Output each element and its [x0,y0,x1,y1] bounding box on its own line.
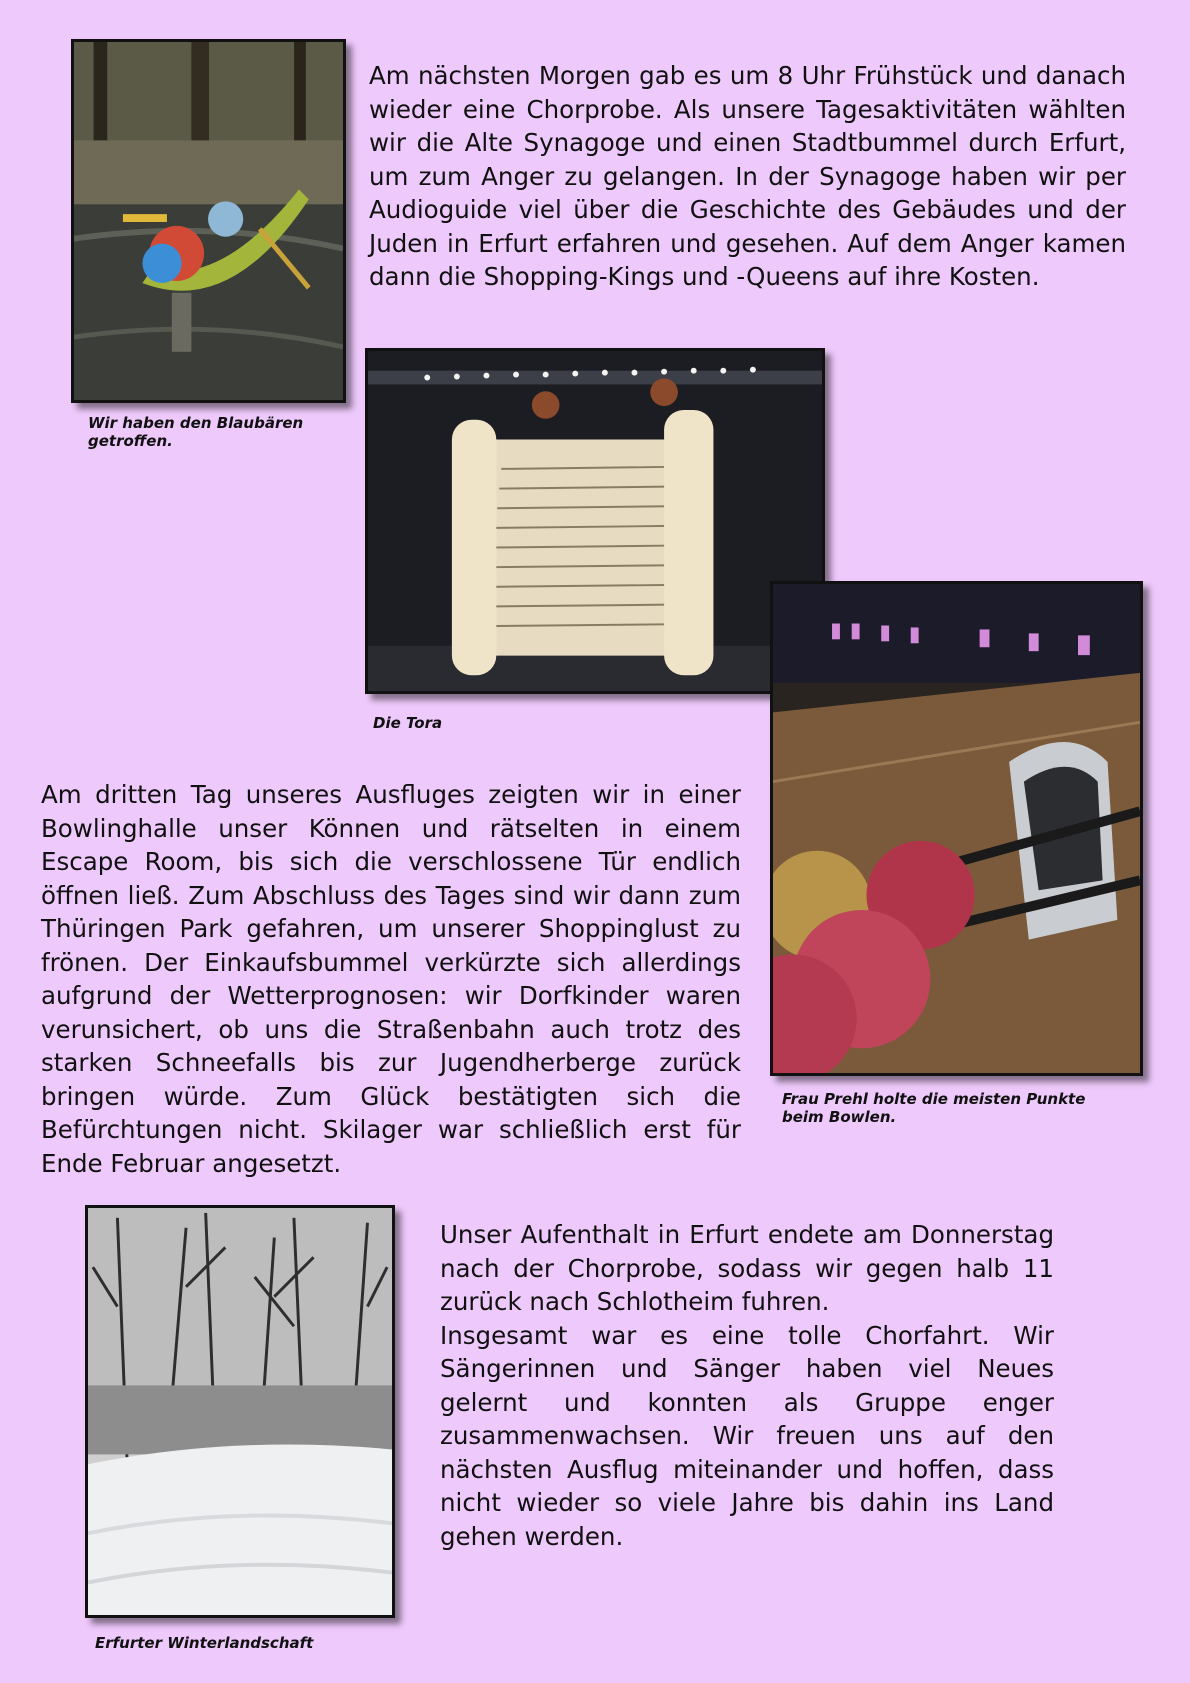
caption-blaubaeren: Wir haben den Blaubären getroffen. [88,414,304,450]
photo-blaubaeren [71,39,346,403]
paragraph-end [440,1218,1054,1553]
caption-bowling: Frau Prehl holte die meisten Punkte beim Bowlen. [782,1090,1086,1126]
photo-winter [85,1205,395,1618]
paragraph-morning [369,59,1126,294]
paragraph-third-day [41,778,741,1180]
photo-bowling [770,581,1143,1076]
caption-winter: Erfurter Winterlandschaft [95,1634,314,1652]
paragraph-third-day-text: Am dritten Tag unseres Ausfluges zeigten wir in einer Bowlinghalle unser Können und rätselten in einem Escape Room, bis sich die verschlossene Tür endlich öffnen ließ. Zum Abschluss des Tages sind wir dann zum Thüringen Park gefahren, um unserer Shoppinglust zu frönen. Der Einkaufsbummel verkürzte sich allerdings aufgrund der Wetterprognosen: wir Dorfkinder waren verunsichert, ob uns die Straßenbahn auch trotz des starken Schneefalls bis zur Jugendherberge zurück bringen würde. Zum Glück bestätigten sich die Befürchtungen nicht. Skilager war schließlich erst für Ende Februar angesetzt. [41,780,741,1178]
paragraph-end-text-1: Unser Aufenthalt in Erfurt endete am Donnerstag nach der Chorprobe, sodass wir gegen halb 11 zurück nach Schlotheim fuhren. [440,1220,1054,1316]
photo-tora [365,348,825,694]
paragraph-morning-text: Am nächsten Morgen gab es um 8 Uhr Frühstück und danach wieder eine Chorprobe. Als unsere Tagesaktivitäten wählten wir die Alte Synagoge und einen Stadtbummel durch Erfurt, um zum Anger zu gelangen. In der Synagoge haben wir per Audioguide viel über die Geschichte des Gebäudes und der Juden in Erfurt erfahren und gesehen. Auf dem Anger kamen dann die Shopping-Kings und -Queens auf ihre Kosten. [369,61,1126,291]
caption-tora: Die Tora [373,714,443,732]
paragraph-end-text-2: Insgesamt war es eine tolle Chorfahrt. Wir Sängerinnen und Sänger haben viel Neues gelernt und konnten als Gruppe enger zusammenwachsen. Wir freuen uns auf den nächsten Ausflug miteinander und hoffen, dass nicht wieder so viele Jahre bis dahin ins Land gehen werden. [440,1320,1054,1551]
